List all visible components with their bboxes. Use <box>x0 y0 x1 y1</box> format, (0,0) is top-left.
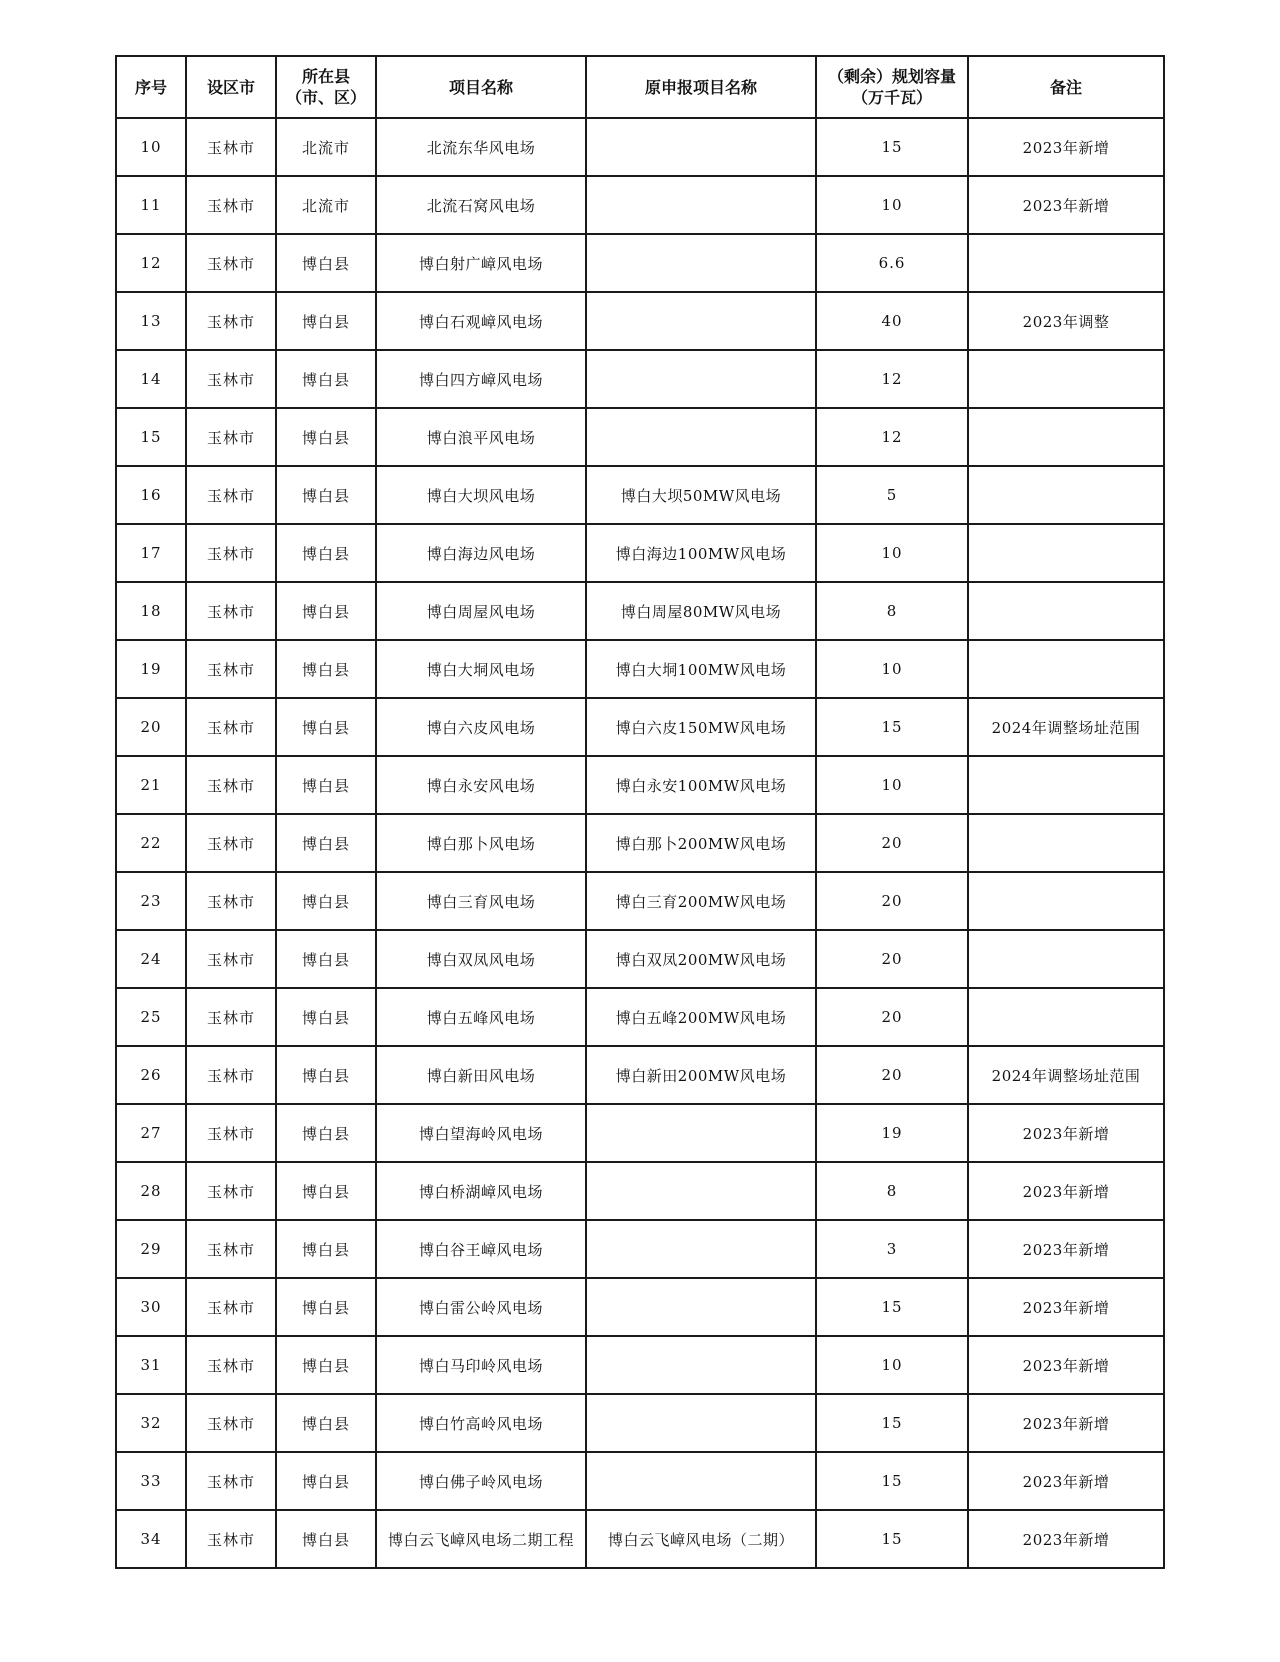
cell-county: 北流市 <box>276 176 376 234</box>
cell-seq: 13 <box>116 292 186 350</box>
cell-seq: 15 <box>116 408 186 466</box>
cell-seq: 14 <box>116 350 186 408</box>
table-row <box>116 756 1164 814</box>
cell-city: 玉林市 <box>186 1278 276 1336</box>
cell-city: 玉林市 <box>186 756 276 814</box>
cell-capacity: 10 <box>816 756 968 814</box>
cell-seq: 19 <box>116 640 186 698</box>
cell-county: 北流市 <box>276 118 376 176</box>
cell-city: 玉林市 <box>186 582 276 640</box>
cell-city: 玉林市 <box>186 176 276 234</box>
cell-note <box>968 350 1164 408</box>
header-capacity <box>816 56 968 118</box>
cell-original-name <box>586 1394 816 1452</box>
table-row <box>116 640 1164 698</box>
cell-note <box>968 466 1164 524</box>
cell-seq: 32 <box>116 1394 186 1452</box>
cell-project-name: 北流石窝风电场 <box>376 176 586 234</box>
cell-original-name: 博白那卜200MW风电场 <box>586 814 816 872</box>
table-row <box>116 1046 1164 1104</box>
cell-project-name: 博白新田风电场 <box>376 1046 586 1104</box>
cell-capacity: 8 <box>816 1162 968 1220</box>
header-county-line2: （市、区） <box>285 88 366 107</box>
cell-original-name: 博白大坝50MW风电场 <box>586 466 816 524</box>
cell-project-name: 博白三育风电场 <box>376 872 586 930</box>
cell-note <box>968 756 1164 814</box>
cell-note: 2023年新增 <box>968 1162 1164 1220</box>
cell-city: 玉林市 <box>186 466 276 524</box>
cell-seq: 30 <box>116 1278 186 1336</box>
cell-county: 博白县 <box>276 1278 376 1336</box>
cell-county: 博白县 <box>276 640 376 698</box>
cell-original-name <box>586 408 816 466</box>
table-row <box>116 1394 1164 1452</box>
cell-project-name: 北流东华风电场 <box>376 118 586 176</box>
header-project-name: 项目名称 <box>376 56 586 118</box>
cell-county: 博白县 <box>276 698 376 756</box>
header-original-name: 原申报项目名称 <box>586 56 816 118</box>
cell-city: 玉林市 <box>186 1510 276 1568</box>
table-row <box>116 408 1164 466</box>
header-seq: 序号 <box>116 56 186 118</box>
cell-capacity: 10 <box>816 176 968 234</box>
cell-county: 博白县 <box>276 234 376 292</box>
cell-note <box>968 814 1164 872</box>
cell-project-name: 博白马印岭风电场 <box>376 1336 586 1394</box>
cell-note: 2024年调整场址范围 <box>968 698 1164 756</box>
cell-seq: 10 <box>116 118 186 176</box>
cell-county: 博白县 <box>276 1162 376 1220</box>
cell-original-name <box>586 176 816 234</box>
cell-capacity: 20 <box>816 1046 968 1104</box>
cell-city: 玉林市 <box>186 988 276 1046</box>
cell-city: 玉林市 <box>186 234 276 292</box>
table-row <box>116 292 1164 350</box>
cell-note <box>968 408 1164 466</box>
cell-county: 博白县 <box>276 1336 376 1394</box>
cell-capacity: 20 <box>816 930 968 988</box>
table-row <box>116 1452 1164 1510</box>
cell-project-name: 博白永安风电场 <box>376 756 586 814</box>
cell-project-name: 博白大垌风电场 <box>376 640 586 698</box>
cell-county: 博白县 <box>276 350 376 408</box>
document-page <box>115 55 1163 1569</box>
cell-county: 博白县 <box>276 988 376 1046</box>
cell-note <box>968 872 1164 930</box>
cell-capacity: 10 <box>816 640 968 698</box>
cell-capacity: 12 <box>816 408 968 466</box>
cell-city: 玉林市 <box>186 350 276 408</box>
cell-project-name: 博白桥湖嶂风电场 <box>376 1162 586 1220</box>
cell-city: 玉林市 <box>186 1452 276 1510</box>
cell-original-name: 博白永安100MW风电场 <box>586 756 816 814</box>
cell-capacity: 15 <box>816 118 968 176</box>
cell-original-name: 博白三育200MW风电场 <box>586 872 816 930</box>
cell-original-name: 博白云飞嶂风电场（二期） <box>586 1510 816 1568</box>
table-header <box>116 56 1164 118</box>
header-row <box>116 56 1164 118</box>
cell-seq: 16 <box>116 466 186 524</box>
header-capacity-line1: （剩余）规划容量 <box>827 67 956 86</box>
cell-note <box>968 524 1164 582</box>
header-county <box>276 56 376 118</box>
cell-note: 2023年新增 <box>968 1104 1164 1162</box>
cell-note <box>968 582 1164 640</box>
table-row <box>116 1336 1164 1394</box>
cell-city: 玉林市 <box>186 814 276 872</box>
cell-city: 玉林市 <box>186 118 276 176</box>
cell-seq: 22 <box>116 814 186 872</box>
cell-original-name <box>586 1452 816 1510</box>
cell-seq: 11 <box>116 176 186 234</box>
cell-capacity: 6.6 <box>816 234 968 292</box>
table-row <box>116 1278 1164 1336</box>
header-county-line1: 所在县 <box>301 67 350 86</box>
cell-city: 玉林市 <box>186 930 276 988</box>
cell-city: 玉林市 <box>186 872 276 930</box>
cell-note: 2023年新增 <box>968 1278 1164 1336</box>
table-row <box>116 1510 1164 1568</box>
cell-county: 博白县 <box>276 872 376 930</box>
table-row <box>116 582 1164 640</box>
cell-seq: 31 <box>116 1336 186 1394</box>
table-row <box>116 1104 1164 1162</box>
cell-county: 博白县 <box>276 1220 376 1278</box>
header-capacity-line2: （万千瓦） <box>851 88 932 107</box>
cell-original-name <box>586 1162 816 1220</box>
cell-original-name <box>586 234 816 292</box>
cell-capacity: 40 <box>816 292 968 350</box>
cell-capacity: 15 <box>816 1452 968 1510</box>
cell-project-name: 博白那卜风电场 <box>376 814 586 872</box>
table-row <box>116 234 1164 292</box>
cell-capacity: 20 <box>816 988 968 1046</box>
cell-county: 博白县 <box>276 466 376 524</box>
table-row <box>116 1162 1164 1220</box>
cell-project-name: 博白双凤风电场 <box>376 930 586 988</box>
cell-note <box>968 988 1164 1046</box>
cell-note: 2023年新增 <box>968 118 1164 176</box>
cell-original-name <box>586 350 816 408</box>
cell-city: 玉林市 <box>186 1394 276 1452</box>
cell-seq: 20 <box>116 698 186 756</box>
cell-county: 博白县 <box>276 1394 376 1452</box>
table-row <box>116 466 1164 524</box>
cell-project-name: 博白五峰风电场 <box>376 988 586 1046</box>
cell-city: 玉林市 <box>186 1046 276 1104</box>
cell-county: 博白县 <box>276 524 376 582</box>
cell-original-name: 博白周屋80MW风电场 <box>586 582 816 640</box>
cell-project-name: 博白雷公岭风电场 <box>376 1278 586 1336</box>
cell-capacity: 12 <box>816 350 968 408</box>
cell-seq: 12 <box>116 234 186 292</box>
cell-capacity: 3 <box>816 1220 968 1278</box>
cell-project-name: 博白谷王嶂风电场 <box>376 1220 586 1278</box>
cell-original-name: 博白六皮150MW风电场 <box>586 698 816 756</box>
cell-note: 2023年新增 <box>968 1510 1164 1568</box>
cell-original-name: 博白双凤200MW风电场 <box>586 930 816 988</box>
header-city: 设区市 <box>186 56 276 118</box>
cell-note: 2023年新增 <box>968 1394 1164 1452</box>
cell-county: 博白县 <box>276 814 376 872</box>
cell-county: 博白县 <box>276 930 376 988</box>
table-row <box>116 524 1164 582</box>
cell-city: 玉林市 <box>186 1162 276 1220</box>
cell-seq: 21 <box>116 756 186 814</box>
cell-project-name: 博白云飞嶂风电场二期工程 <box>376 1510 586 1568</box>
cell-note <box>968 930 1164 988</box>
cell-seq: 27 <box>116 1104 186 1162</box>
cell-county: 博白县 <box>276 1452 376 1510</box>
cell-seq: 25 <box>116 988 186 1046</box>
cell-original-name: 博白新田200MW风电场 <box>586 1046 816 1104</box>
cell-original-name <box>586 118 816 176</box>
header-note: 备注 <box>968 56 1164 118</box>
cell-original-name <box>586 292 816 350</box>
cell-seq: 17 <box>116 524 186 582</box>
cell-project-name: 博白浪平风电场 <box>376 408 586 466</box>
cell-capacity: 19 <box>816 1104 968 1162</box>
cell-city: 玉林市 <box>186 1220 276 1278</box>
cell-city: 玉林市 <box>186 640 276 698</box>
cell-county: 博白县 <box>276 756 376 814</box>
table-row <box>116 176 1164 234</box>
cell-capacity: 10 <box>816 1336 968 1394</box>
cell-seq: 28 <box>116 1162 186 1220</box>
cell-city: 玉林市 <box>186 698 276 756</box>
cell-seq: 18 <box>116 582 186 640</box>
wind-farm-table <box>115 55 1165 1569</box>
cell-original-name: 博白海边100MW风电场 <box>586 524 816 582</box>
cell-note: 2023年新增 <box>968 176 1164 234</box>
cell-original-name <box>586 1336 816 1394</box>
cell-note <box>968 640 1164 698</box>
cell-original-name: 博白大垌100MW风电场 <box>586 640 816 698</box>
cell-county: 博白县 <box>276 1046 376 1104</box>
cell-capacity: 5 <box>816 466 968 524</box>
cell-capacity: 8 <box>816 582 968 640</box>
cell-county: 博白县 <box>276 1104 376 1162</box>
cell-note: 2023年新增 <box>968 1336 1164 1394</box>
cell-capacity: 20 <box>816 872 968 930</box>
cell-capacity: 20 <box>816 814 968 872</box>
cell-note: 2024年调整场址范围 <box>968 1046 1164 1104</box>
cell-project-name: 博白石观嶂风电场 <box>376 292 586 350</box>
table-row <box>116 1220 1164 1278</box>
cell-city: 玉林市 <box>186 524 276 582</box>
cell-city: 玉林市 <box>186 292 276 350</box>
cell-city: 玉林市 <box>186 408 276 466</box>
cell-capacity: 15 <box>816 1278 968 1336</box>
cell-note <box>968 234 1164 292</box>
cell-seq: 24 <box>116 930 186 988</box>
cell-county: 博白县 <box>276 582 376 640</box>
cell-original-name: 博白五峰200MW风电场 <box>586 988 816 1046</box>
cell-note: 2023年调整 <box>968 292 1164 350</box>
table-row <box>116 118 1164 176</box>
table-row <box>116 698 1164 756</box>
cell-project-name: 博白海边风电场 <box>376 524 586 582</box>
cell-project-name: 博白大坝风电场 <box>376 466 586 524</box>
cell-seq: 33 <box>116 1452 186 1510</box>
cell-original-name <box>586 1104 816 1162</box>
cell-seq: 23 <box>116 872 186 930</box>
cell-project-name: 博白射广嶂风电场 <box>376 234 586 292</box>
cell-project-name: 博白望海岭风电场 <box>376 1104 586 1162</box>
cell-capacity: 10 <box>816 524 968 582</box>
table-row <box>116 872 1164 930</box>
table-row <box>116 814 1164 872</box>
cell-capacity: 15 <box>816 698 968 756</box>
cell-county: 博白县 <box>276 292 376 350</box>
table-body <box>116 118 1164 1568</box>
cell-capacity: 15 <box>816 1510 968 1568</box>
cell-city: 玉林市 <box>186 1104 276 1162</box>
cell-project-name: 博白周屋风电场 <box>376 582 586 640</box>
cell-project-name: 博白四方嶂风电场 <box>376 350 586 408</box>
cell-project-name: 博白竹高岭风电场 <box>376 1394 586 1452</box>
cell-city: 玉林市 <box>186 1336 276 1394</box>
cell-seq: 34 <box>116 1510 186 1568</box>
cell-note: 2023年新增 <box>968 1220 1164 1278</box>
table-row <box>116 930 1164 988</box>
cell-county: 博白县 <box>276 1510 376 1568</box>
cell-note: 2023年新增 <box>968 1452 1164 1510</box>
table-row <box>116 988 1164 1046</box>
cell-county: 博白县 <box>276 408 376 466</box>
cell-original-name <box>586 1220 816 1278</box>
cell-seq: 29 <box>116 1220 186 1278</box>
table-row <box>116 350 1164 408</box>
cell-project-name: 博白佛子岭风电场 <box>376 1452 586 1510</box>
cell-original-name <box>586 1278 816 1336</box>
cell-project-name: 博白六皮风电场 <box>376 698 586 756</box>
cell-seq: 26 <box>116 1046 186 1104</box>
cell-capacity: 15 <box>816 1394 968 1452</box>
